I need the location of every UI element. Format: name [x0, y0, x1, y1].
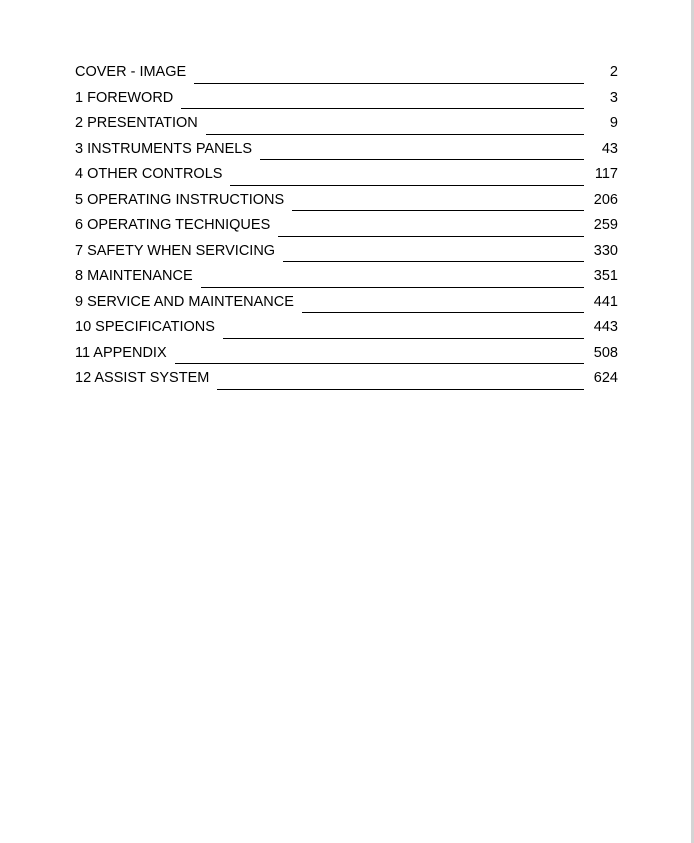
toc-entry-page: 259 [593, 217, 618, 233]
toc-leader-line [181, 107, 584, 109]
toc-leader-line [201, 286, 584, 288]
toc-leader-line [283, 260, 584, 262]
toc-entry-page: 330 [593, 242, 618, 259]
toc-entry-page: 9 [609, 115, 618, 131]
toc-entry-page: 351 [593, 268, 618, 284]
toc-leader-line [194, 82, 584, 84]
toc-leader-line [217, 388, 584, 390]
toc-leader-line [206, 133, 584, 135]
toc-entry-other-controls[interactable] [75, 161, 618, 187]
toc-entry-page: 441 [593, 293, 618, 310]
toc-entry-title: 11 APPENDIX [75, 344, 167, 361]
toc-entry-cover-image[interactable] [75, 59, 618, 85]
toc-entry-title: COVER - IMAGE [75, 64, 187, 80]
toc-entry-operating-techniques[interactable] [75, 212, 618, 238]
toc-entry-presentation[interactable] [75, 110, 618, 136]
toc-entry-page: 3 [609, 89, 618, 106]
toc-entry-operating-instructions[interactable] [75, 187, 618, 213]
toc-entry-title: 10 SPECIFICATIONS [75, 319, 215, 335]
toc-entry-page: 43 [601, 140, 618, 157]
toc-entry-title: 7 SAFETY WHEN SERVICING [75, 242, 276, 259]
toc-entry-title: 8 MAINTENANCE [75, 268, 193, 284]
toc-entry-title: 2 PRESENTATION [75, 115, 198, 131]
toc-entry-title: 4 OTHER CONTROLS [75, 166, 223, 182]
toc-leader-line [230, 184, 584, 186]
toc-leader-line [260, 158, 584, 160]
toc-entry-title: 5 OPERATING INSTRUCTIONS [75, 191, 285, 208]
toc-entry-title: 1 FOREWORD [75, 89, 174, 106]
toc-leader-line [175, 362, 584, 364]
toc-entry-safety-when-servicing[interactable] [75, 238, 618, 264]
toc-entry-page: 624 [593, 370, 618, 386]
toc-entry-assist-system[interactable] [75, 365, 618, 391]
toc-entry-instruments-panels[interactable] [75, 136, 618, 162]
toc-entry-title: 6 OPERATING TECHNIQUES [75, 217, 271, 233]
toc-entry-foreword[interactable] [75, 85, 618, 111]
toc-entry-page: 117 [594, 166, 618, 182]
toc-leader-line [292, 209, 584, 211]
toc-entry-service-and-maintenance[interactable] [75, 289, 618, 315]
toc-entry-appendix[interactable] [75, 340, 618, 366]
toc-leader-line [278, 235, 584, 237]
toc-entry-page: 2 [609, 64, 618, 80]
toc-entry-title: 9 SERVICE AND MAINTENANCE [75, 293, 294, 310]
toc-entry-page: 206 [593, 191, 618, 208]
toc-entry-page: 443 [593, 319, 618, 335]
toc-entry-title: 3 INSTRUMENTS PANELS [75, 140, 252, 157]
toc-entry-title: 12 ASSIST SYSTEM [75, 370, 210, 386]
toc-entry-page: 508 [593, 344, 618, 361]
toc-leader-line [302, 311, 584, 313]
toc-entry-maintenance[interactable] [75, 263, 618, 289]
table-of-contents [75, 59, 618, 391]
toc-entry-specifications[interactable] [75, 314, 618, 340]
toc-leader-line [223, 337, 584, 339]
